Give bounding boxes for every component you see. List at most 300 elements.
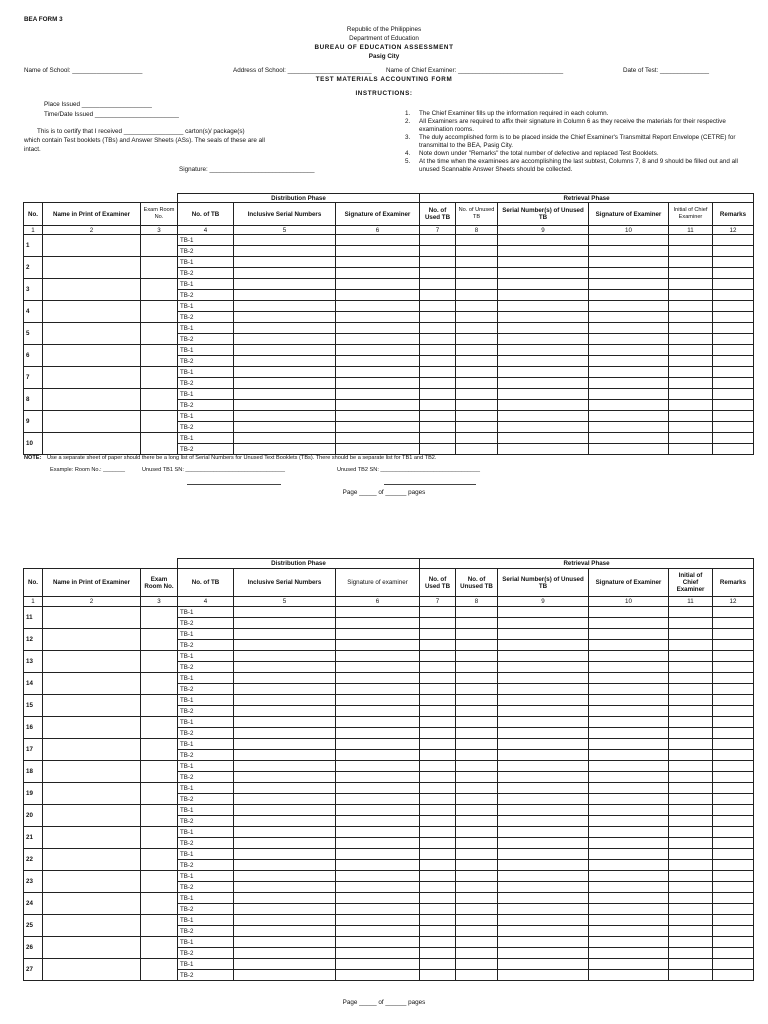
entry-cell[interactable] bbox=[669, 367, 713, 378]
entry-cell[interactable] bbox=[336, 673, 420, 684]
entry-cell[interactable] bbox=[420, 629, 456, 640]
entry-cell[interactable] bbox=[336, 323, 420, 334]
entry-cell[interactable] bbox=[234, 926, 336, 937]
entry-cell[interactable] bbox=[589, 926, 669, 937]
entry-cell[interactable] bbox=[669, 684, 713, 695]
entry-cell[interactable] bbox=[589, 684, 669, 695]
entry-cell[interactable] bbox=[498, 717, 589, 728]
entry-cell[interactable] bbox=[669, 411, 713, 422]
entry-cell[interactable] bbox=[713, 433, 754, 444]
entry-cell[interactable] bbox=[420, 422, 456, 433]
entry-cell[interactable] bbox=[234, 444, 336, 455]
entry-cell[interactable] bbox=[498, 915, 589, 926]
entry-cell[interactable] bbox=[498, 662, 589, 673]
entry-cell[interactable] bbox=[420, 640, 456, 651]
examiner-name-cell[interactable] bbox=[43, 871, 141, 893]
entry-cell[interactable] bbox=[336, 279, 420, 290]
examiner-name-cell[interactable] bbox=[43, 849, 141, 871]
entry-cell[interactable] bbox=[456, 783, 498, 794]
entry-cell[interactable] bbox=[336, 948, 420, 959]
entry-cell[interactable] bbox=[336, 893, 420, 904]
entry-cell[interactable] bbox=[498, 640, 589, 651]
chief-examiner-field[interactable]: Name of Chief Examiner: ______________________________ bbox=[386, 67, 564, 74]
entry-cell[interactable] bbox=[234, 607, 336, 618]
entry-cell[interactable] bbox=[589, 761, 669, 772]
examiner-name-cell[interactable] bbox=[43, 411, 141, 433]
entry-cell[interactable] bbox=[589, 673, 669, 684]
entry-cell[interactable] bbox=[456, 400, 498, 411]
entry-cell[interactable] bbox=[589, 312, 669, 323]
entry-cell[interactable] bbox=[713, 849, 754, 860]
entry-cell[interactable] bbox=[456, 948, 498, 959]
entry-cell[interactable] bbox=[336, 739, 420, 750]
entry-cell[interactable] bbox=[713, 816, 754, 827]
entry-cell[interactable] bbox=[420, 235, 456, 246]
entry-cell[interactable] bbox=[669, 673, 713, 684]
entry-cell[interactable] bbox=[589, 728, 669, 739]
entry-cell[interactable] bbox=[420, 662, 456, 673]
entry-cell[interactable] bbox=[713, 629, 754, 640]
entry-cell[interactable] bbox=[456, 717, 498, 728]
entry-cell[interactable] bbox=[456, 816, 498, 827]
entry-cell[interactable] bbox=[713, 794, 754, 805]
entry-cell[interactable] bbox=[589, 268, 669, 279]
entry-cell[interactable] bbox=[336, 433, 420, 444]
entry-cell[interactable] bbox=[498, 444, 589, 455]
entry-cell[interactable] bbox=[713, 400, 754, 411]
entry-cell[interactable] bbox=[669, 772, 713, 783]
examiner-name-cell[interactable] bbox=[43, 345, 141, 367]
entry-cell[interactable] bbox=[456, 444, 498, 455]
entry-cell[interactable] bbox=[420, 356, 456, 367]
entry-cell[interactable] bbox=[589, 970, 669, 981]
entry-cell[interactable] bbox=[589, 378, 669, 389]
entry-cell[interactable] bbox=[669, 761, 713, 772]
entry-cell[interactable] bbox=[420, 345, 456, 356]
entry-cell[interactable] bbox=[669, 345, 713, 356]
entry-cell[interactable] bbox=[234, 948, 336, 959]
exam-room-cell[interactable] bbox=[141, 235, 178, 257]
entry-cell[interactable] bbox=[234, 312, 336, 323]
entry-cell[interactable] bbox=[713, 750, 754, 761]
entry-cell[interactable] bbox=[234, 893, 336, 904]
exam-room-cell[interactable] bbox=[141, 301, 178, 323]
entry-cell[interactable] bbox=[669, 970, 713, 981]
entry-cell[interactable] bbox=[234, 422, 336, 433]
entry-cell[interactable] bbox=[589, 356, 669, 367]
examiner-name-cell[interactable] bbox=[43, 629, 141, 651]
examiner-name-cell[interactable] bbox=[43, 695, 141, 717]
entry-cell[interactable] bbox=[669, 629, 713, 640]
entry-cell[interactable] bbox=[589, 816, 669, 827]
entry-cell[interactable] bbox=[234, 915, 336, 926]
entry-cell[interactable] bbox=[234, 246, 336, 257]
entry-cell[interactable] bbox=[336, 882, 420, 893]
examiner-name-cell[interactable] bbox=[43, 367, 141, 389]
entry-cell[interactable] bbox=[336, 827, 420, 838]
entry-cell[interactable] bbox=[713, 970, 754, 981]
entry-cell[interactable] bbox=[589, 871, 669, 882]
entry-cell[interactable] bbox=[456, 268, 498, 279]
entry-cell[interactable] bbox=[498, 607, 589, 618]
entry-cell[interactable] bbox=[420, 257, 456, 268]
entry-cell[interactable] bbox=[336, 937, 420, 948]
examiner-name-cell[interactable] bbox=[43, 805, 141, 827]
entry-cell[interactable] bbox=[669, 926, 713, 937]
entry-cell[interactable] bbox=[498, 761, 589, 772]
entry-cell[interactable] bbox=[234, 684, 336, 695]
entry-cell[interactable] bbox=[420, 706, 456, 717]
entry-cell[interactable] bbox=[420, 904, 456, 915]
entry-cell[interactable] bbox=[456, 706, 498, 717]
entry-cell[interactable] bbox=[336, 629, 420, 640]
entry-cell[interactable] bbox=[336, 970, 420, 981]
entry-cell[interactable] bbox=[336, 849, 420, 860]
entry-cell[interactable] bbox=[669, 728, 713, 739]
entry-cell[interactable] bbox=[234, 367, 336, 378]
entry-cell[interactable] bbox=[498, 959, 589, 970]
entry-cell[interactable] bbox=[498, 728, 589, 739]
entry-cell[interactable] bbox=[336, 246, 420, 257]
entry-cell[interactable] bbox=[420, 323, 456, 334]
entry-cell[interactable] bbox=[456, 893, 498, 904]
entry-cell[interactable] bbox=[336, 728, 420, 739]
entry-cell[interactable] bbox=[713, 893, 754, 904]
entry-cell[interactable] bbox=[234, 235, 336, 246]
entry-cell[interactable] bbox=[589, 893, 669, 904]
entry-cell[interactable] bbox=[234, 640, 336, 651]
entry-cell[interactable] bbox=[713, 684, 754, 695]
entry-cell[interactable] bbox=[713, 618, 754, 629]
entry-cell[interactable] bbox=[336, 761, 420, 772]
entry-cell[interactable] bbox=[713, 761, 754, 772]
entry-cell[interactable] bbox=[713, 860, 754, 871]
entry-cell[interactable] bbox=[420, 695, 456, 706]
entry-cell[interactable] bbox=[420, 794, 456, 805]
entry-cell[interactable] bbox=[336, 783, 420, 794]
time-date-issued-field[interactable]: Time/Date Issued ________________________ bbox=[44, 111, 179, 118]
entry-cell[interactable] bbox=[456, 937, 498, 948]
entry-cell[interactable] bbox=[713, 882, 754, 893]
entry-cell[interactable] bbox=[336, 816, 420, 827]
entry-cell[interactable] bbox=[456, 640, 498, 651]
entry-cell[interactable] bbox=[713, 411, 754, 422]
exam-room-cell[interactable] bbox=[141, 849, 178, 871]
entry-cell[interactable] bbox=[336, 334, 420, 345]
entry-cell[interactable] bbox=[669, 915, 713, 926]
entry-cell[interactable] bbox=[336, 411, 420, 422]
entry-cell[interactable] bbox=[669, 860, 713, 871]
entry-cell[interactable] bbox=[456, 422, 498, 433]
examiner-name-cell[interactable] bbox=[43, 937, 141, 959]
exam-room-cell[interactable] bbox=[141, 433, 178, 455]
entry-cell[interactable] bbox=[498, 937, 589, 948]
entry-cell[interactable] bbox=[420, 246, 456, 257]
entry-cell[interactable] bbox=[420, 717, 456, 728]
entry-cell[interactable] bbox=[336, 750, 420, 761]
exam-room-cell[interactable] bbox=[141, 673, 178, 695]
entry-cell[interactable] bbox=[336, 618, 420, 629]
entry-cell[interactable] bbox=[589, 629, 669, 640]
entry-cell[interactable] bbox=[420, 301, 456, 312]
entry-cell[interactable] bbox=[713, 871, 754, 882]
entry-cell[interactable] bbox=[336, 904, 420, 915]
entry-cell[interactable] bbox=[589, 389, 669, 400]
entry-cell[interactable] bbox=[589, 651, 669, 662]
entry-cell[interactable] bbox=[498, 948, 589, 959]
entry-cell[interactable] bbox=[234, 871, 336, 882]
entry-cell[interactable] bbox=[589, 422, 669, 433]
entry-cell[interactable] bbox=[669, 356, 713, 367]
entry-cell[interactable] bbox=[456, 651, 498, 662]
entry-cell[interactable] bbox=[234, 838, 336, 849]
entry-cell[interactable] bbox=[456, 389, 498, 400]
entry-cell[interactable] bbox=[420, 750, 456, 761]
entry-cell[interactable] bbox=[498, 279, 589, 290]
entry-cell[interactable] bbox=[234, 717, 336, 728]
entry-cell[interactable] bbox=[336, 915, 420, 926]
entry-cell[interactable] bbox=[589, 444, 669, 455]
entry-cell[interactable] bbox=[669, 695, 713, 706]
examiner-name-cell[interactable] bbox=[43, 717, 141, 739]
entry-cell[interactable] bbox=[456, 871, 498, 882]
entry-cell[interactable] bbox=[498, 235, 589, 246]
entry-cell[interactable] bbox=[234, 378, 336, 389]
entry-cell[interactable] bbox=[336, 772, 420, 783]
entry-cell[interactable] bbox=[713, 422, 754, 433]
entry-cell[interactable] bbox=[589, 904, 669, 915]
entry-cell[interactable] bbox=[234, 783, 336, 794]
entry-cell[interactable] bbox=[669, 334, 713, 345]
entry-cell[interactable] bbox=[456, 860, 498, 871]
entry-cell[interactable] bbox=[420, 378, 456, 389]
entry-cell[interactable] bbox=[336, 926, 420, 937]
entry-cell[interactable] bbox=[589, 257, 669, 268]
entry-cell[interactable] bbox=[456, 312, 498, 323]
entry-cell[interactable] bbox=[456, 827, 498, 838]
entry-cell[interactable] bbox=[456, 684, 498, 695]
entry-cell[interactable] bbox=[498, 772, 589, 783]
entry-cell[interactable] bbox=[234, 816, 336, 827]
entry-cell[interactable] bbox=[589, 323, 669, 334]
entry-cell[interactable] bbox=[234, 827, 336, 838]
entry-cell[interactable] bbox=[420, 433, 456, 444]
entry-cell[interactable] bbox=[420, 816, 456, 827]
entry-cell[interactable] bbox=[234, 794, 336, 805]
entry-cell[interactable] bbox=[456, 323, 498, 334]
entry-cell[interactable] bbox=[498, 378, 589, 389]
entry-cell[interactable] bbox=[336, 235, 420, 246]
entry-cell[interactable] bbox=[420, 279, 456, 290]
exam-room-cell[interactable] bbox=[141, 345, 178, 367]
entry-cell[interactable] bbox=[234, 411, 336, 422]
entry-cell[interactable] bbox=[420, 783, 456, 794]
entry-cell[interactable] bbox=[669, 706, 713, 717]
entry-cell[interactable] bbox=[336, 838, 420, 849]
entry-cell[interactable] bbox=[234, 433, 336, 444]
entry-cell[interactable] bbox=[713, 246, 754, 257]
entry-cell[interactable] bbox=[498, 246, 589, 257]
entry-cell[interactable] bbox=[713, 367, 754, 378]
entry-cell[interactable] bbox=[713, 827, 754, 838]
examiner-name-cell[interactable] bbox=[43, 827, 141, 849]
entry-cell[interactable] bbox=[713, 334, 754, 345]
entry-cell[interactable] bbox=[420, 849, 456, 860]
entry-cell[interactable] bbox=[420, 728, 456, 739]
entry-cell[interactable] bbox=[713, 706, 754, 717]
entry-cell[interactable] bbox=[498, 290, 589, 301]
entry-cell[interactable] bbox=[456, 750, 498, 761]
entry-cell[interactable] bbox=[456, 235, 498, 246]
entry-cell[interactable] bbox=[456, 607, 498, 618]
entry-cell[interactable] bbox=[498, 629, 589, 640]
entry-cell[interactable] bbox=[589, 607, 669, 618]
examiner-name-cell[interactable] bbox=[43, 607, 141, 629]
entry-cell[interactable] bbox=[420, 312, 456, 323]
entry-cell[interactable] bbox=[456, 695, 498, 706]
entry-cell[interactable] bbox=[336, 400, 420, 411]
signature-field[interactable]: Signature: ______________________________ bbox=[179, 166, 315, 173]
entry-cell[interactable] bbox=[420, 926, 456, 937]
school-name-field[interactable]: Name of School: ____________________ bbox=[24, 67, 143, 74]
entry-cell[interactable] bbox=[420, 334, 456, 345]
exam-room-cell[interactable] bbox=[141, 739, 178, 761]
entry-cell[interactable] bbox=[336, 389, 420, 400]
entry-cell[interactable] bbox=[589, 400, 669, 411]
entry-cell[interactable] bbox=[456, 257, 498, 268]
entry-cell[interactable] bbox=[336, 422, 420, 433]
entry-cell[interactable] bbox=[420, 805, 456, 816]
entry-cell[interactable] bbox=[498, 860, 589, 871]
entry-cell[interactable] bbox=[713, 948, 754, 959]
entry-cell[interactable] bbox=[498, 706, 589, 717]
entry-cell[interactable] bbox=[713, 805, 754, 816]
entry-cell[interactable] bbox=[234, 860, 336, 871]
entry-cell[interactable] bbox=[713, 783, 754, 794]
entry-cell[interactable] bbox=[589, 301, 669, 312]
entry-cell[interactable] bbox=[498, 794, 589, 805]
examiner-name-cell[interactable] bbox=[43, 915, 141, 937]
entry-cell[interactable] bbox=[589, 937, 669, 948]
exam-room-cell[interactable] bbox=[141, 871, 178, 893]
entry-cell[interactable] bbox=[420, 739, 456, 750]
entry-cell[interactable] bbox=[456, 334, 498, 345]
entry-cell[interactable] bbox=[336, 684, 420, 695]
entry-cell[interactable] bbox=[669, 838, 713, 849]
entry-cell[interactable] bbox=[234, 389, 336, 400]
exam-room-cell[interactable] bbox=[141, 937, 178, 959]
entry-cell[interactable] bbox=[420, 684, 456, 695]
exam-room-cell[interactable] bbox=[141, 607, 178, 629]
entry-cell[interactable] bbox=[713, 323, 754, 334]
entry-cell[interactable] bbox=[498, 893, 589, 904]
exam-room-cell[interactable] bbox=[141, 389, 178, 411]
entry-cell[interactable] bbox=[456, 290, 498, 301]
entry-cell[interactable] bbox=[498, 684, 589, 695]
exam-room-cell[interactable] bbox=[141, 827, 178, 849]
entry-cell[interactable] bbox=[420, 268, 456, 279]
entry-cell[interactable] bbox=[669, 948, 713, 959]
entry-cell[interactable] bbox=[669, 893, 713, 904]
entry-cell[interactable] bbox=[456, 926, 498, 937]
entry-cell[interactable] bbox=[589, 367, 669, 378]
entry-cell[interactable] bbox=[336, 312, 420, 323]
entry-cell[interactable] bbox=[498, 651, 589, 662]
entry-cell[interactable] bbox=[456, 279, 498, 290]
entry-cell[interactable] bbox=[589, 662, 669, 673]
entry-cell[interactable] bbox=[589, 411, 669, 422]
entry-cell[interactable] bbox=[234, 334, 336, 345]
entry-cell[interactable] bbox=[589, 717, 669, 728]
entry-cell[interactable] bbox=[234, 345, 336, 356]
entry-cell[interactable] bbox=[498, 356, 589, 367]
entry-cell[interactable] bbox=[234, 739, 336, 750]
entry-cell[interactable] bbox=[669, 805, 713, 816]
entry-cell[interactable] bbox=[589, 915, 669, 926]
entry-cell[interactable] bbox=[589, 805, 669, 816]
entry-cell[interactable] bbox=[234, 290, 336, 301]
school-address-field[interactable]: Address of School: ________________________ bbox=[233, 67, 372, 74]
entry-cell[interactable] bbox=[498, 970, 589, 981]
entry-cell[interactable] bbox=[234, 750, 336, 761]
entry-cell[interactable] bbox=[498, 389, 589, 400]
entry-cell[interactable] bbox=[456, 761, 498, 772]
entry-cell[interactable] bbox=[420, 860, 456, 871]
entry-cell[interactable] bbox=[234, 904, 336, 915]
examiner-name-cell[interactable] bbox=[43, 235, 141, 257]
entry-cell[interactable] bbox=[336, 607, 420, 618]
entry-cell[interactable] bbox=[669, 444, 713, 455]
exam-room-cell[interactable] bbox=[141, 761, 178, 783]
entry-cell[interactable] bbox=[713, 695, 754, 706]
entry-cell[interactable] bbox=[669, 662, 713, 673]
entry-cell[interactable] bbox=[713, 915, 754, 926]
examiner-name-cell[interactable] bbox=[43, 959, 141, 981]
entry-cell[interactable] bbox=[589, 279, 669, 290]
entry-cell[interactable] bbox=[336, 662, 420, 673]
entry-cell[interactable] bbox=[456, 959, 498, 970]
entry-cell[interactable] bbox=[234, 323, 336, 334]
entry-cell[interactable] bbox=[669, 246, 713, 257]
entry-cell[interactable] bbox=[498, 618, 589, 629]
entry-cell[interactable] bbox=[713, 378, 754, 389]
entry-cell[interactable] bbox=[234, 356, 336, 367]
entry-cell[interactable] bbox=[420, 970, 456, 981]
entry-cell[interactable] bbox=[669, 651, 713, 662]
entry-cell[interactable] bbox=[498, 816, 589, 827]
entry-cell[interactable] bbox=[336, 301, 420, 312]
entry-cell[interactable] bbox=[456, 915, 498, 926]
entry-cell[interactable] bbox=[420, 389, 456, 400]
entry-cell[interactable] bbox=[669, 849, 713, 860]
examiner-name-cell[interactable] bbox=[43, 323, 141, 345]
entry-cell[interactable] bbox=[420, 761, 456, 772]
entry-cell[interactable] bbox=[420, 827, 456, 838]
examiner-name-cell[interactable] bbox=[43, 257, 141, 279]
entry-cell[interactable] bbox=[420, 411, 456, 422]
entry-cell[interactable] bbox=[456, 356, 498, 367]
entry-cell[interactable] bbox=[456, 904, 498, 915]
exam-room-cell[interactable] bbox=[141, 257, 178, 279]
entry-cell[interactable] bbox=[456, 246, 498, 257]
entry-cell[interactable] bbox=[669, 389, 713, 400]
entry-cell[interactable] bbox=[589, 959, 669, 970]
entry-cell[interactable] bbox=[589, 345, 669, 356]
entry-cell[interactable] bbox=[234, 662, 336, 673]
entry-cell[interactable] bbox=[420, 444, 456, 455]
examiner-name-cell[interactable] bbox=[43, 761, 141, 783]
entry-cell[interactable] bbox=[420, 618, 456, 629]
